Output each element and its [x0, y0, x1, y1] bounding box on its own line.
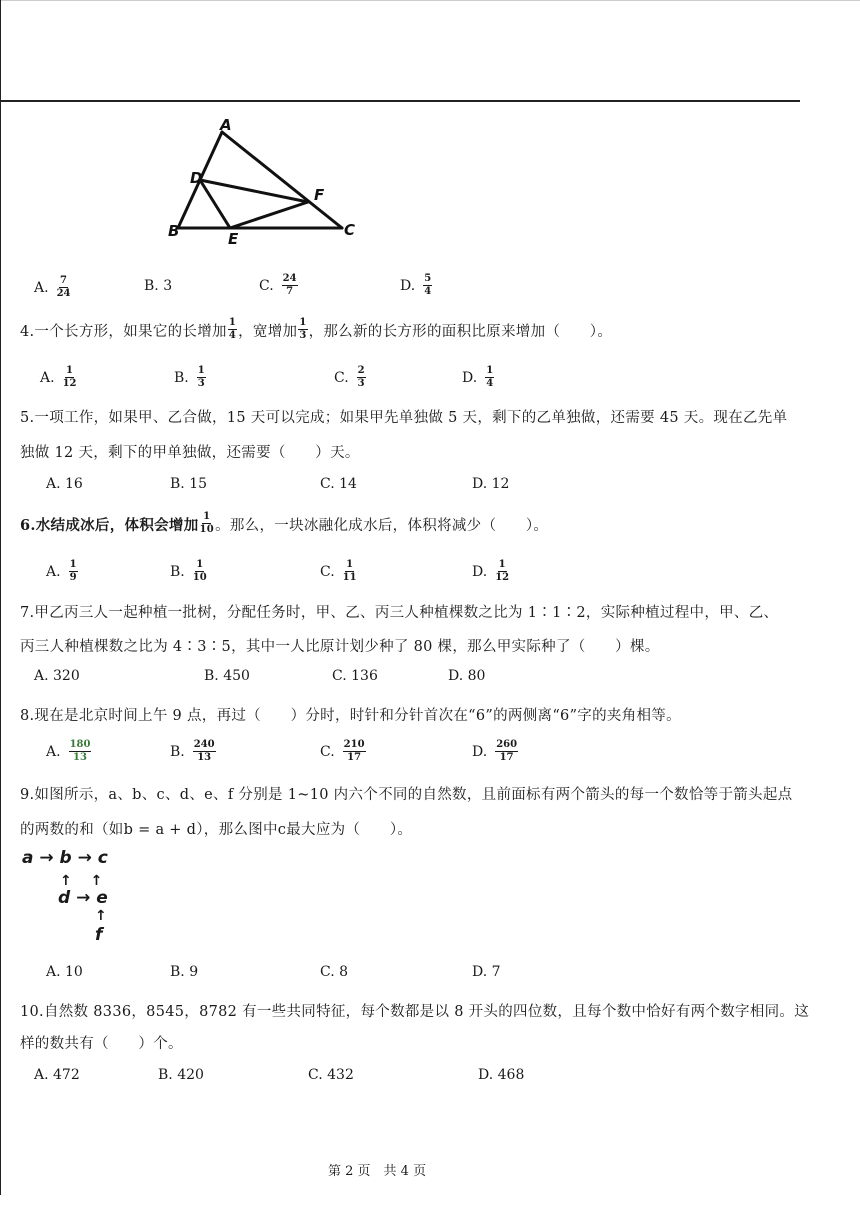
question-5-line-1: 5.一项工作，如果甲、乙合做，15 天可以完成；如果甲先单独做 5 天，剩下的乙单独做，还需要 45 天。现在乙先单	[20, 410, 788, 426]
q6-option-d[interactable]: D. $\frac{1}{12}$	[472, 559, 510, 583]
option-label: D.	[400, 277, 416, 294]
q9-option-a[interactable]: A. 10	[46, 964, 83, 980]
label-e: E	[228, 230, 239, 248]
option-label: A.	[34, 279, 49, 296]
q9-option-c[interactable]: C. 8	[320, 964, 349, 980]
question-7-line-2: 丙三人种植棵数之比为 4∶3∶5，其中一人比原计划少种了 80 棵，那么甲实际种了（ ）棵。	[20, 639, 660, 655]
q5-option-c[interactable]: C. 14	[320, 476, 357, 492]
q7-option-d[interactable]: D. 80	[448, 668, 486, 684]
q3-option-b[interactable]	[144, 278, 172, 294]
question-7-line-1: 7.甲乙丙三人一起种植一批树，分配任务时，甲、乙、丙三人种植棵数之比为 1∶1∶2，实际种植过程中，甲、乙、	[20, 605, 779, 621]
q8-option-b[interactable]: B. $\frac{240}{13}$	[170, 739, 215, 763]
q9-option-d[interactable]: D. 7	[472, 964, 501, 980]
q5-option-b[interactable]: B. 15	[170, 476, 208, 492]
q10-option-c[interactable]: C. 432	[308, 1067, 354, 1083]
fraction: $\frac{1}{4}$	[228, 316, 237, 341]
page-left-border	[0, 0, 1, 1195]
question-8-text: 8.现在是北京时间上午 9 点，再过（ ）分时，时针和分针首次在“6”的两侧离“6”字的夹角相等。	[20, 708, 681, 724]
question-5-line-2: 独做 12 天，剩下的甲单独做，还需要（ ）天。	[20, 445, 360, 461]
q7-option-b[interactable]: B. 450	[204, 668, 250, 684]
question-4-text: 4.一个长方形，如果它的长增加 $\frac{1}{4}$ ，宽增加 $\frac{1}{3}$ ，那么新的长方形的面积比原来增加（ ）。	[20, 316, 613, 341]
label-d: D	[190, 169, 203, 187]
q6-option-c[interactable]: C. $\frac{1}{11}$	[320, 559, 357, 583]
question-9-line-2: 的两数的和（如b = a + d），那么图中c最大应为（ ）。	[20, 822, 413, 838]
q4-option-b[interactable]: B. $\frac{1}{3}$	[174, 365, 205, 389]
q10-option-b[interactable]: B. 420	[158, 1067, 204, 1083]
diagram-row-1: a → b → c	[22, 848, 108, 868]
question-6-text: 6.水结成冰后，体积会增加 $\frac{1}{10}$ 。那么，一块冰融化成水后，体积将减少（ ）。	[20, 510, 549, 535]
q3-option-c[interactable]	[259, 274, 298, 297]
segment-ef	[230, 202, 308, 228]
fraction: $\frac{1}{10}$	[199, 510, 215, 535]
fraction: $\frac{24}{7}$	[282, 273, 297, 297]
label-b: B	[168, 222, 180, 240]
q7-option-c[interactable]: C. 136	[332, 668, 378, 684]
fraction: $\frac{7}{24}$	[56, 275, 71, 299]
q8-option-a[interactable]: A. $\frac{180}{13}$	[46, 739, 91, 763]
label-c: C	[344, 221, 356, 239]
q8-option-d[interactable]: D. $\frac{260}{17}$	[472, 739, 518, 763]
q4-option-c[interactable]: C. $\frac{2}{3}$	[334, 365, 365, 389]
label-f: F	[314, 186, 325, 204]
option-value: 3	[163, 278, 173, 294]
q5-option-d[interactable]: D. 12	[472, 476, 510, 492]
segment-df	[200, 180, 308, 202]
segment-de	[200, 180, 230, 228]
question-9-line-1: 9.如图所示，a、b、c、d、e、f 分别是 1~10 内六个不同的自然数，且前面标有两个箭头的每一个数恰等于箭头起点	[20, 787, 793, 803]
page-footer: 第 2 页 共 4 页	[328, 1164, 427, 1179]
q3-option-a[interactable]	[34, 276, 70, 299]
q9-option-b[interactable]: B. 9	[170, 964, 199, 980]
q6-option-a[interactable]: A. $\frac{1}{9}$	[46, 559, 77, 583]
page-top-border	[0, 0, 860, 1]
diagram-row-4: ↑	[95, 908, 107, 924]
option-label: B.	[144, 278, 159, 294]
question-10-line-2: 样的数共有（ ）个。	[20, 1036, 183, 1052]
fraction: $\frac{5}{4}$	[424, 273, 432, 297]
q4-option-a[interactable]: A. $\frac{1}{12}$	[40, 365, 77, 389]
diagram-row-5: f	[95, 925, 103, 945]
segment-ac	[222, 132, 342, 228]
fraction: $\frac{1}{3}$	[299, 316, 307, 341]
label-a: A	[220, 116, 232, 134]
diagram-row-3: d → e	[58, 888, 108, 908]
q5-option-a[interactable]: A. 16	[46, 476, 83, 492]
q10-option-a[interactable]: A. 472	[34, 1067, 80, 1083]
header-rule	[0, 100, 800, 102]
question-10-line-1: 10.自然数 8336，8545，8782 有一些共同特征，每个数都是以 8 开头的四位数，且每个数中恰好有两个数字相同。这	[20, 1004, 810, 1020]
q8-option-c[interactable]: C. $\frac{210}{17}$	[320, 739, 365, 763]
q7-option-a[interactable]: A. 320	[34, 668, 80, 684]
q4-option-d[interactable]: D. $\frac{1}{4}$	[462, 365, 494, 389]
option-label: C.	[259, 277, 274, 294]
q10-option-d[interactable]: D. 468	[478, 1067, 525, 1083]
triangle-figure	[160, 110, 370, 250]
diagram-row-2: ↑ ↑	[60, 873, 103, 889]
q6-option-b[interactable]: B. $\frac{1}{10}$	[170, 559, 207, 583]
q3-option-d[interactable]	[400, 274, 432, 297]
